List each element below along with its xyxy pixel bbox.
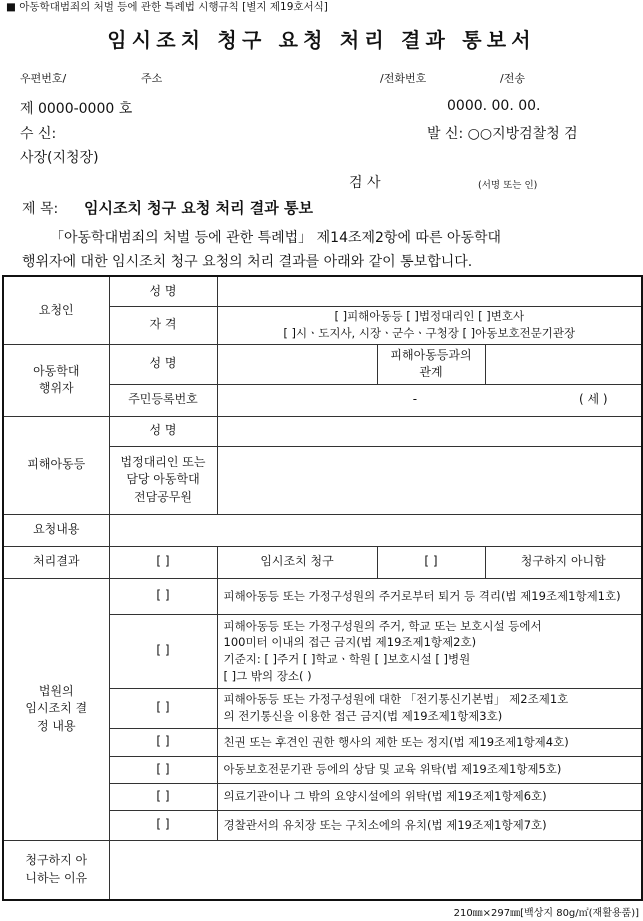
form-regulation-reference: 아동학대범죄의 처벌 등에 관한 특례법 시행규칙 [별지 제19호서식] [19, 1, 328, 13]
no-request-label-line-1: 청구하지 아 [25, 853, 88, 868]
court-item-checkbox[interactable]: [ ] [109, 810, 217, 840]
court-label-line-2: 임시조치 결 [25, 701, 88, 716]
court-item-line: 피해아동등 또는 가정구성원의 주거로부터 퇴거 등 격리(법 제19조제1항제1호) [223, 588, 621, 603]
court-label-line-3: 정 내용 [36, 718, 76, 733]
sender-line [427, 123, 578, 143]
court-item-text: 친권 또는 후견인 권한 행사의 제한 또는 정지(법 제19조제1항제4호) [217, 728, 642, 756]
requester-name-row [3, 276, 642, 306]
fax-label: /전송 [500, 72, 525, 85]
qualification-options-line-2: [ ]시ㆍ도지사, 시장ㆍ군수ㆍ구청장 [ ]아동보호전문기관장 [283, 326, 576, 340]
requester-section-label: 요청인 [3, 276, 109, 344]
result-no-claim-option: 청구하지 아니함 [485, 546, 642, 578]
postal-code-label: 우편번호/ [20, 72, 67, 85]
no-request-reason-row [3, 840, 642, 900]
relation-label-line-1: 피해아동등과의 [390, 347, 472, 362]
court-item-line: 기준지: [ ]주거 [ ]학교ㆍ학원 [ ]보호시설 [ ]병원 [223, 652, 471, 666]
guardian-label-line-2: 담당 아동학대 [126, 472, 200, 487]
address-label: 주소 [141, 72, 163, 85]
victim-guardian-field[interactable] [217, 446, 642, 514]
guardian-label-line-1: 법정대리인 또는 [120, 454, 206, 469]
subject-value: 임시조치 청구 요청 처리 결과 통보 [84, 199, 313, 217]
victim-name-row [3, 416, 642, 446]
court-item-checkbox[interactable]: [ ] [109, 578, 217, 614]
court-item-line: 100미터 이내의 접근 금지(법 제19조제1항제2호) [223, 635, 477, 650]
rrn-dash: - [412, 392, 418, 407]
paper-spec-footer: 210㎜×297㎜[백상지 80g/㎡(재활용품)] [453, 908, 639, 919]
requester-qualification-label: 자 격 [109, 306, 217, 344]
form-header [6, 0, 328, 14]
court-item-line: 의 전기통신을 이용한 접근 금지(법 제19조제1항제3호) [223, 709, 503, 723]
perpetrator-age: ( 세 ) [578, 392, 608, 407]
court-item-line: 피해아동등 또는 가정구성원에 대한 「전기통신기본법」 제2조제1호 [223, 692, 569, 707]
victim-name-label: 성 명 [109, 416, 217, 446]
signature-note: (서명 또는 인) [478, 180, 538, 191]
body-text-line-1: 「아동학대범죄의 처벌 등에 관한 특례법」 제14조제2항에 따른 아동학대 [50, 230, 502, 246]
court-item-text [217, 688, 642, 728]
result-label: 처리결과 [3, 546, 109, 578]
court-item-text: 의료기관이나 그 밖의 요양시설에의 위탁(법 제19조제1항제6호) [217, 783, 642, 810]
sender-value: ○○지방검찰청 검 [467, 126, 578, 142]
body-text-line-2: 행위자에 대한 임시조치 청구 요청의 처리 결과를 아래와 같이 통보합니다. [22, 254, 473, 270]
no-request-reason-field[interactable] [109, 840, 642, 900]
victim-guardian-label [109, 446, 217, 514]
sender-value-continued: 사장(지청장) [20, 150, 99, 166]
recipient-label: 수 신: [20, 126, 57, 142]
requester-qualification-options[interactable] [217, 306, 642, 344]
document-date: 0000. 00. 00. [447, 98, 541, 114]
prosecutor-label: 검 사 [349, 175, 381, 191]
victim-name-field[interactable] [217, 416, 642, 446]
perpetrator-relation-field[interactable] [485, 344, 642, 384]
subject-label: 제 목: [22, 201, 59, 217]
relation-label-line-2: 관계 [419, 365, 443, 379]
court-item-text [217, 614, 642, 688]
court-item-text: 경찰관서의 유치장 또는 구치소에의 유치(법 제19조제1항제7호) [217, 810, 642, 840]
no-request-reason-label [3, 840, 109, 900]
result-claim-option: 임시조치 청구 [217, 546, 377, 578]
perpetrator-label-line-1: 아동학대 [33, 363, 80, 378]
court-item-checkbox[interactable]: [ ] [109, 688, 217, 728]
court-item-checkbox[interactable]: [ ] [109, 728, 217, 756]
perpetrator-name-row [3, 344, 642, 384]
request-content-row [3, 514, 642, 546]
result-form-table [2, 275, 643, 901]
court-item-checkbox[interactable]: [ ] [109, 756, 217, 783]
document-title: 임시조치 청구 요청 처리 결과 통보서 [107, 28, 536, 52]
sender-label: 발 신: [427, 126, 464, 142]
phone-label: /전화번호 [380, 72, 427, 85]
perpetrator-rrn-field[interactable] [217, 384, 642, 416]
court-item-text [217, 578, 642, 614]
court-item-text: 아동보호전문기관 등에의 상담 및 교육 위탁(법 제19조제1항제5호) [217, 756, 642, 783]
perpetrator-name-field[interactable] [217, 344, 377, 384]
requester-name-label: 성 명 [109, 276, 217, 306]
court-item-line: [ ]그 밖의 장소( ) [223, 668, 312, 683]
court-item-row [3, 578, 642, 614]
result-no-claim-checkbox[interactable]: [ ] [377, 546, 485, 578]
court-item-checkbox[interactable]: [ ] [109, 783, 217, 810]
perpetrator-relation-label [377, 344, 485, 384]
result-row [3, 546, 642, 578]
perpetrator-label-line-2: 행위자 [38, 381, 74, 395]
perpetrator-section-label [3, 344, 109, 416]
request-content-label: 요청내용 [3, 514, 109, 546]
requester-name-field[interactable] [217, 276, 642, 306]
qualification-options-line-1: [ ]피해아동등 [ ]법정대리인 [ ]변호사 [334, 309, 525, 324]
court-label-line-1: 법원의 [38, 683, 74, 698]
square-marker-icon: ■ [6, 1, 16, 13]
result-claim-checkbox[interactable]: [ ] [109, 546, 217, 578]
court-item-line: 피해아동등 또는 가정구성원의 주거, 학교 또는 보호시설 등에서 [223, 618, 542, 633]
no-request-label-line-2: 니하는 이유 [25, 870, 88, 885]
request-content-field[interactable] [109, 514, 642, 546]
court-decision-label [3, 578, 109, 840]
victim-section-label: 피해아동등 [3, 416, 109, 514]
guardian-label-line-3: 전담공무원 [134, 489, 192, 504]
perpetrator-name-label: 성 명 [109, 344, 217, 384]
document-number: 제 0000-0000 호 [20, 101, 133, 117]
perpetrator-rrn-label: 주민등록번호 [109, 384, 217, 416]
court-item-checkbox[interactable]: [ ] [109, 614, 217, 688]
